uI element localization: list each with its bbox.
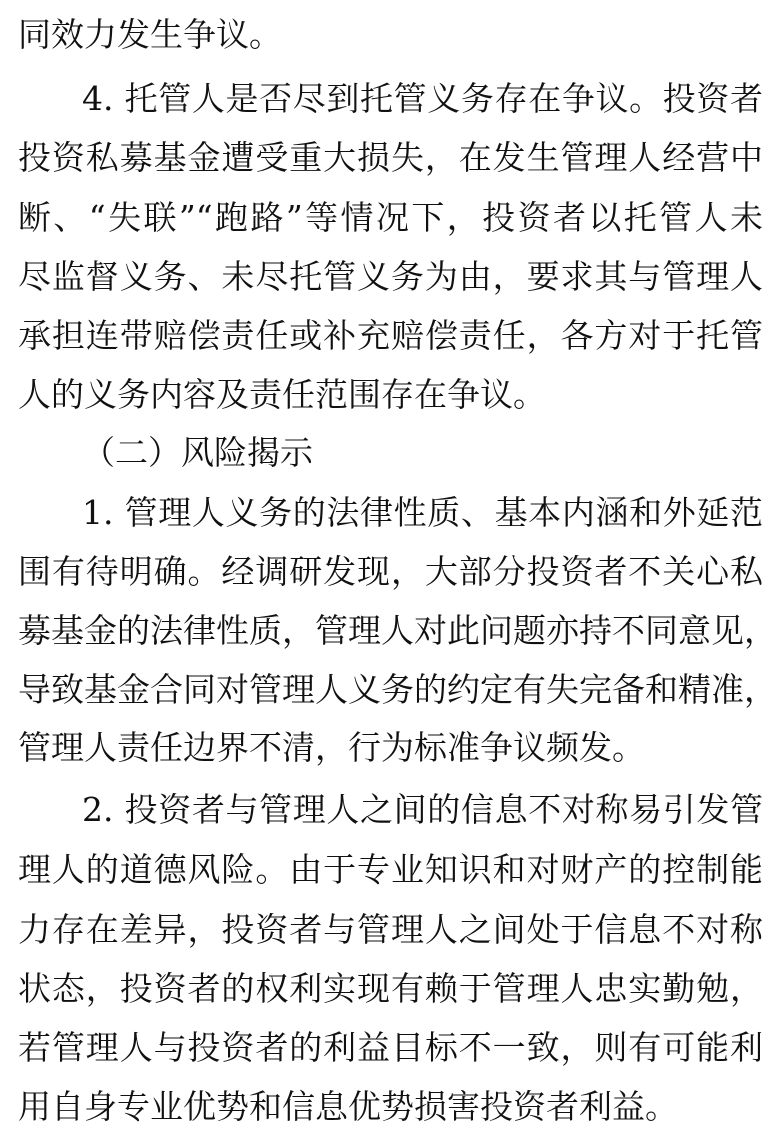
paragraph-2-line-1: 2. 投资者与管理人之间的信息不对称易引发管 [82,790,763,829]
text-line-1: 同效力发生争议。 [18,15,282,54]
section-heading-risk-disclosure: （二）风险揭示 [82,433,313,472]
paragraph-1-line-1: 1. 管理人义务的法律性质、基本内涵和外延范 [82,493,763,532]
paragraph-2-line-3: 力存在差异，投资者与管理人之间处于信息不对称 [18,910,763,949]
paragraph-4-line-6: 人的义务内容及责任范围存在争议。 [18,375,546,414]
paragraph-1-line-2: 围有待明确。经调研发现，大部分投资者不关心私 [18,552,763,591]
paragraph-4-line-1: 4. 托管人是否尽到托管义务存在争议。投资者 [82,79,763,118]
paragraph-1-line-5: 管理人责任边界不清，行为标准争议频发。 [18,728,645,767]
paragraph-2-line-4: 状态，投资者的权利实现有赖于管理人忠实勤勉， [18,969,763,1008]
paragraph-4-line-3: 断、“失联”“跑路”等情况下，投资者以托管人未 [18,198,763,237]
paragraph-2-line-2: 理人的道德风险。由于专业知识和对财产的控制能 [18,850,763,889]
paragraph-1-line-4: 导致基金合同对管理人义务的约定有失完备和精准， [18,670,777,709]
paragraph-4-line-5: 承担连带赔偿责任或补充赔偿责任，各方对于托管 [18,316,763,355]
paragraph-2-line-6: 用自身专业优势和信息优势损害投资者利益。 [18,1087,678,1126]
paragraph-2-line-5: 若管理人与投资者的利益目标不一致，则有可能利 [18,1028,763,1067]
paragraph-4-line-2: 投资私募基金遭受重大损失，在发生管理人经营中 [18,138,763,177]
paragraph-1-line-3: 募基金的法律性质，管理人对此问题亦持不同意见， [18,611,777,650]
paragraph-4-line-4: 尽监督义务、未尽托管义务为由，要求其与管理人 [18,257,763,296]
